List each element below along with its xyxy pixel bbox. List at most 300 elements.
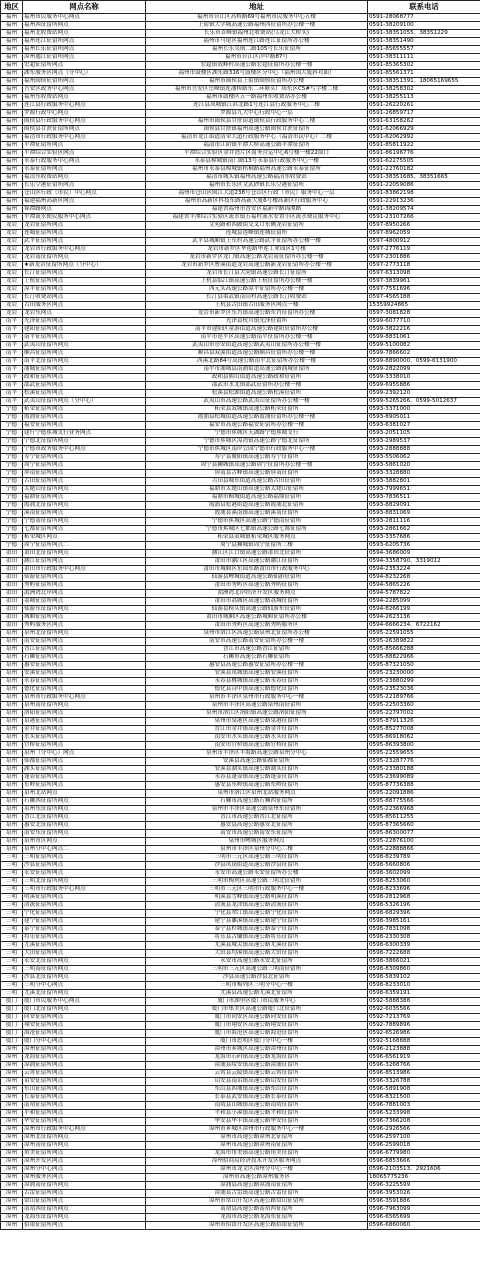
- region-cell: 三明: [1, 966, 23, 974]
- table-row: [1, 1158, 480, 1166]
- phone-cell: 0596-3268766: [368, 1062, 480, 1070]
- region-cell: 三明: [1, 910, 23, 918]
- table-row: [1, 462, 480, 470]
- region-cell: 龙岩: [1, 310, 23, 318]
- table-row: [1, 190, 480, 198]
- region-cell: 龙岩: [1, 294, 23, 302]
- outlet-name-cell: 云霄征留所网点: [23, 1070, 146, 1078]
- table-row: [1, 942, 480, 950]
- region-cell: 福州: [1, 182, 23, 190]
- address-cell: 泉州市丰泽区丰海路高速公路泉州分中心: [146, 750, 368, 758]
- table-row: [1, 1006, 480, 1014]
- address-cell: 三明市梅列区高速公路三明北征留所: [146, 878, 368, 886]
- region-cell: 漳州: [1, 1142, 23, 1150]
- region-cell: 漳州: [1, 1046, 23, 1054]
- address-cell: 诏安县南诏镇高速公路诏安征留所: [146, 1078, 368, 1086]
- address-cell: 龙岩市长汀县大同镇高速公路长汀征留所: [146, 270, 368, 278]
- phone-cell: 0595-85666288: [368, 646, 480, 654]
- table-row: [1, 526, 480, 534]
- outlet-name-cell: 东岭征留所网点: [23, 782, 146, 790]
- table-row: [1, 910, 480, 918]
- phone-cell: 0597-4565188: [368, 294, 480, 302]
- phone-cell: 0598-5839102: [368, 974, 480, 982]
- phone-cell: 0593-6381027: [368, 422, 480, 430]
- table-row: [1, 1110, 480, 1118]
- region-cell: 漳州: [1, 1086, 23, 1094]
- address-cell: 三明市梅列区三明分中心一楼: [146, 982, 368, 990]
- phone-cell: 0599-3822216: [368, 326, 480, 334]
- phone-cell: 0596-2599018: [368, 1142, 480, 1150]
- table-row: [1, 182, 480, 190]
- region-cell: 泉州: [1, 638, 23, 646]
- phone-cell: 0596-6860060: [368, 1222, 480, 1230]
- address-cell: 福州市仓山区闽江大道238号仓山区行政（市民）服务中心一层: [146, 190, 368, 198]
- outlet-name-cell: 秀屿征留所网点: [23, 582, 146, 590]
- table-row: [1, 614, 480, 622]
- phone-cell: 0599-6077710: [368, 318, 480, 326]
- address-cell: 柘荣县双城镇柘荣城区服务网点: [146, 534, 368, 542]
- table-row: [1, 46, 480, 54]
- phone-cell: 0594-2285099: [368, 598, 480, 606]
- outlet-name-cell: ★新龙岩征留所网点（分中心）: [23, 262, 146, 270]
- outlet-name-cell: 龙岩市行政服务中心网点: [23, 246, 146, 254]
- region-cell: 莆田: [1, 566, 23, 574]
- outlet-name-cell: 官桥征留所网点: [23, 742, 146, 750]
- table-row: [1, 1182, 480, 1190]
- address-cell: 南靖县高速公路南靖西征留所: [146, 1206, 368, 1214]
- outlet-name-cell: 漳浦南征留所网点: [23, 1182, 146, 1190]
- outlet-name-cell: 漳州分中心网点: [23, 1166, 146, 1174]
- region-cell: 泉州: [1, 814, 23, 822]
- phone-cell: 0597-8950266: [368, 222, 480, 230]
- table-row: [1, 406, 480, 414]
- phone-cell: 0591-28068777: [368, 14, 480, 22]
- table-row: [1, 958, 480, 966]
- table-row: [1, 1222, 480, 1230]
- phone-cell: 0591-86196776: [368, 150, 480, 158]
- address-cell: 晋江市高速公路晋江北征留所: [146, 814, 368, 822]
- table-row: [1, 990, 480, 998]
- outlet-name-cell: 平潭流水便民服务中心网点: [23, 214, 146, 222]
- region-cell: 南平: [1, 334, 23, 342]
- region-cell: 龙岩: [1, 246, 23, 254]
- outlet-name-cell: 东山征留所网点: [23, 1086, 146, 1094]
- table-row: [1, 86, 480, 94]
- outlet-name-cell: 福清市行政服务中心网点: [23, 134, 146, 142]
- phone-cell: 0593-2811116: [368, 518, 480, 526]
- table-row: [1, 70, 480, 78]
- region-cell: 宁德: [1, 430, 23, 438]
- table-row: [1, 62, 480, 70]
- outlet-name-cell: 武夷山征留所网点（分中心）: [23, 398, 146, 406]
- phone-cell: 0593-5861020: [368, 462, 480, 470]
- phone-cell: 0595-23523036: [368, 686, 480, 694]
- table-row: [1, 126, 480, 134]
- outlet-name-cell: 福州市民服务中心网点: [23, 14, 146, 22]
- table-row: [1, 1046, 480, 1054]
- table-row: [1, 1038, 480, 1046]
- region-cell: 宁德: [1, 414, 23, 422]
- region-cell: 泉州: [1, 694, 23, 702]
- outlet-name-cell: 三明南征留所网点: [23, 966, 146, 974]
- outlet-name-cell: 泉州东征留所网点: [23, 806, 146, 814]
- outlet-name-cell: 古田征留所网点: [23, 478, 146, 486]
- table-row: [1, 54, 480, 62]
- address-cell: 华安县华丰镇高速公路华安征留所: [146, 1118, 368, 1126]
- address-cell: 永泰县樟城镇南门路13号永泰县行政服务中心一楼: [146, 158, 368, 166]
- outlet-name-cell: 福州长乐征留所网点: [23, 46, 146, 54]
- phone-cell: 0596-8513986: [368, 1070, 480, 1078]
- phone-cell: 0595-87365660: [368, 822, 480, 830]
- phone-cell: 0597-3839961: [368, 278, 480, 286]
- region-cell: 福州: [1, 70, 23, 78]
- address-cell: 平和县小溪镇高速公路平和征留所: [146, 1110, 368, 1118]
- outlet-name-cell: 翔安征留所网点: [23, 1022, 146, 1030]
- outlet-name-cell: 龙海征留所网点: [23, 1054, 146, 1062]
- outlet-name-cell: 惠安征留所网点: [23, 662, 146, 670]
- outlet-name-cell: 溪南征留所网点: [23, 510, 146, 518]
- address-cell: 厦门市翔安区高速公路翔安征留所: [146, 1022, 368, 1030]
- table-row: [1, 350, 480, 358]
- table-row: [1, 134, 480, 142]
- outlet-name-cell: 湖东服务区网点（分中心）: [23, 70, 146, 78]
- outlet-name-cell: 周宁征留所网点二: [23, 542, 146, 550]
- address-cell: 南安市水头镇高速公路水头征留所: [146, 734, 368, 742]
- table-row: [1, 918, 480, 926]
- table-row: [1, 1206, 480, 1214]
- phone-cell: 0596-6853666: [368, 1158, 480, 1166]
- outlet-name-cell: 古雷征留所网点: [23, 1190, 146, 1198]
- region-cell: 泉州: [1, 678, 23, 686]
- phone-cell: 0596-3326788: [368, 1078, 480, 1086]
- phone-cell: 0598-7222688: [368, 950, 480, 958]
- region-cell: 泉州: [1, 710, 23, 718]
- outlet-name-cell: 洛阳征留所网点: [23, 710, 146, 718]
- table-row: [1, 310, 480, 318]
- table-row: [1, 518, 480, 526]
- phone-cell: 0592-5888388: [368, 998, 480, 1006]
- address-cell: 泉州市鲤城区服务网点: [146, 838, 368, 846]
- phone-cell: 0598-7831098: [368, 926, 480, 934]
- table-row: [1, 750, 480, 758]
- phone-cell: 0595-86918062: [368, 734, 480, 742]
- address-cell: 泉州市丰泽区泉州市行政服务中心一楼: [146, 694, 368, 702]
- phone-cell: 0598-8239789: [368, 854, 480, 862]
- address-cell: 邵武市水北镇邵武征留所办公楼一楼: [146, 382, 368, 390]
- phone-cell: 0598-2812968: [368, 894, 480, 902]
- region-cell: 宁德: [1, 446, 23, 454]
- outlet-name-cell: 福清东收费站网点: [23, 174, 146, 182]
- outlet-name-cell: 罗源行政中心网点: [23, 110, 146, 118]
- region-cell: 泉州: [1, 702, 23, 710]
- address-cell: 石狮市高速公路石狮西征留所: [146, 798, 368, 806]
- outlet-name-cell: 南平北征留所网点: [23, 358, 146, 366]
- region-cell: 泉州: [1, 766, 23, 774]
- header-phone: 联系电话: [368, 1, 480, 14]
- phone-cell: 0591-22913236: [368, 198, 480, 206]
- phone-cell: 0598-8309860: [368, 966, 480, 974]
- table-row: [1, 790, 480, 798]
- phone-cell: 0597-8962059: [368, 230, 480, 238]
- address-cell: 长泰县武安镇高速公路长泰征留所: [146, 1094, 368, 1102]
- address-cell: 南平市延平区高速公路南平征留所办公楼一楼: [146, 334, 368, 342]
- table-row: [1, 142, 480, 150]
- outlet-name-cell: 屏南征留所网点: [23, 470, 146, 478]
- table-row: [1, 1086, 480, 1094]
- region-cell: 福州: [1, 166, 23, 174]
- outlet-name-cell: 涵江征留所网点: [23, 558, 146, 566]
- outlet-name-cell: 德化征留所网点: [23, 686, 146, 694]
- region-cell: 漳州: [1, 1150, 23, 1158]
- table-row: [1, 1198, 480, 1206]
- table-row: [1, 422, 480, 430]
- outlet-name-cell: 三明市行政服务中心网点: [23, 886, 146, 894]
- region-cell: 龙岩: [1, 278, 23, 286]
- region-cell: 泉州: [1, 838, 23, 846]
- table-row: [1, 1214, 480, 1222]
- address-cell: 沙县凤岗街道高速公路沙县征留所: [146, 862, 368, 870]
- address-cell: 龙海市石码镇高速公路龙海征留所: [146, 1054, 368, 1062]
- phone-cell: 0591-85365302: [368, 62, 480, 70]
- region-cell: 莆田: [1, 622, 23, 630]
- phone-cell: 18065775236: [368, 1174, 480, 1182]
- address-cell: 福州市马尾区福州连江路连江征留所办公楼: [146, 38, 368, 46]
- outlet-name-cell: 泉州（分中心）网点: [23, 750, 146, 758]
- outlet-name-cell: 漳州服务区网点: [23, 1174, 146, 1182]
- region-cell: 宁德: [1, 534, 23, 542]
- table-row: [1, 630, 480, 638]
- outlet-name-cell: 南靖征留所网点: [23, 1102, 146, 1110]
- phone-cell: 0596-3591886: [368, 1198, 480, 1206]
- table-row: [1, 478, 480, 486]
- table-row: [1, 966, 480, 974]
- outlet-name-cell: 南安征留所网点: [23, 638, 146, 646]
- region-cell: 龙岩: [1, 262, 23, 270]
- phone-cell: 0591-26220261: [368, 102, 480, 110]
- phone-cell: 0591-62066929: [368, 126, 480, 134]
- phone-cell: 0595-22876100: [368, 838, 480, 846]
- table-row: [1, 1102, 480, 1110]
- region-cell: 龙岩: [1, 270, 23, 278]
- address-cell: 罗源县九大中心行政中心一层: [146, 110, 368, 118]
- table-row: [1, 38, 480, 46]
- table-row: [1, 150, 480, 158]
- header-outlet-name: 网点名称: [23, 1, 146, 14]
- region-cell: 福州: [1, 86, 23, 94]
- address-cell: 松溪县松源街道高速公路松溪征留所: [146, 390, 368, 398]
- outlet-name-cell: 仙游征留所网点: [23, 574, 146, 582]
- table-row: [1, 398, 480, 406]
- region-cell: 南平: [1, 374, 23, 382]
- address-cell: 屏南县古峰镇高速公路屏南征留所: [146, 470, 368, 478]
- table-row: [1, 446, 480, 454]
- phone-cell: 0595-22189766: [368, 694, 480, 702]
- phone-cell: 0591-63158262: [368, 118, 480, 126]
- phone-cell: 0597-7551696: [368, 286, 480, 294]
- region-cell: 龙岩: [1, 286, 23, 294]
- table-row: [1, 654, 480, 662]
- region-cell: 莆田: [1, 550, 23, 558]
- phone-cell: 0599-8890000、0599-6131900: [368, 358, 480, 366]
- region-cell: 厦门: [1, 998, 23, 1006]
- outlet-name-cell: 泉州南征留所网点: [23, 702, 146, 710]
- phone-cell: 0595-85611255: [368, 814, 480, 822]
- phone-cell: 0599-2822099: [368, 366, 480, 374]
- phone-cell: 0595-86393800: [368, 742, 480, 750]
- outlet-name-cell: 泉州市区网点: [23, 838, 146, 846]
- outlet-name-cell: 将乐征留所网点: [23, 934, 146, 942]
- phone-cell: 0593-2888888: [368, 446, 480, 454]
- table-row: [1, 950, 480, 958]
- table-row: [1, 262, 480, 270]
- outlet-name-cell: 漳州南征留所网点: [23, 1142, 146, 1150]
- region-cell: 泉州: [1, 718, 23, 726]
- table-row: [1, 438, 480, 446]
- table-row: [1, 1142, 480, 1150]
- table-row: [1, 1150, 480, 1158]
- address-cell: 福州市闽侯县甘蔗街道闽侯县行政服务中心二楼: [146, 118, 368, 126]
- address-cell: 寿宁县鳌阳镇高速公路寿宁征留所: [146, 454, 368, 462]
- region-cell: 宁德: [1, 502, 23, 510]
- outlet-name-cell: 永泰行政服务中心网点: [23, 158, 146, 166]
- region-cell: 福州: [1, 94, 23, 102]
- region-cell: 莆田: [1, 614, 23, 622]
- outlet-name-cell: 福州连江征留所网点: [23, 38, 146, 46]
- outlet-name-cell: 仙都征留所网点: [23, 758, 146, 766]
- phone-cell: 0598-5660806: [368, 862, 480, 870]
- outlet-name-cell: 泉州北征留所网点: [23, 630, 146, 638]
- outlet-name-cell: 永安北征留所网点: [23, 958, 146, 966]
- phone-cell: 0594-3686009: [368, 550, 480, 558]
- outlet-name-cell: 浦城征留所网点: [23, 366, 146, 374]
- outlet-name-cell: 泉州市行政服务中心网点: [23, 694, 146, 702]
- outlet-name-cell: 漳州市行政服务中心网点: [23, 1126, 146, 1134]
- address-cell: 泰宁县杉城镇高速公路泰宁征留所: [146, 926, 368, 934]
- outlet-name-cell: 莆田市行政服务中心网点: [23, 566, 146, 574]
- address-cell: 厦门市海沧区高速公路海沧征留所: [146, 1030, 368, 1038]
- address-cell: 宁化县翠江镇高速公路宁化征留所: [146, 910, 368, 918]
- address-cell: 三明市三元区三明市行政服务中心一楼: [146, 886, 368, 894]
- outlet-name-cell: 建阳征留所网点: [23, 326, 146, 334]
- region-cell: 三明: [1, 854, 23, 862]
- outlet-name-cell: 宁德市政务服务中心网点: [23, 446, 146, 454]
- phone-cell: 0595-22091886: [368, 790, 480, 798]
- outlet-name-cell: 长汀征留所网点: [23, 270, 146, 278]
- phone-cell: 0591-85561371: [368, 70, 480, 78]
- address-cell: 福州市高新区科技东路高新大厦6号楼高新区行政服务中心: [146, 198, 368, 206]
- phone-cell: 0595-23230000: [368, 670, 480, 678]
- address-cell: 福州市鼓楼区湖东路316号鼓楼区分中心（福州国大厦斜对面）: [146, 70, 368, 78]
- region-cell: 三明: [1, 894, 23, 902]
- address-cell: 福安市高速公路福安征留所办公楼一楼: [146, 422, 368, 430]
- outlet-name-cell: 三明分中心网点: [23, 982, 146, 990]
- table-row: [1, 582, 480, 590]
- region-cell: 三明: [1, 942, 23, 950]
- table-row: [1, 742, 480, 750]
- outlet-name-cell: 漳州北征留所网点: [23, 1134, 146, 1142]
- table-row: [1, 374, 480, 382]
- table-row: [1, 550, 480, 558]
- phone-cell: 0599-2392120: [368, 390, 480, 398]
- table-row: [1, 510, 480, 518]
- region-cell: 宁德: [1, 542, 23, 550]
- region-cell: 漳州: [1, 1078, 23, 1086]
- outlet-name-cell: 蓬壶征留所网点: [23, 774, 146, 782]
- phone-cell: 0596-8321500: [368, 1094, 480, 1102]
- outlet-name-cell: 沙县北征留所网点: [23, 974, 146, 982]
- table-row: [1, 542, 480, 550]
- table-row: [1, 454, 480, 462]
- phone-cell: 0591-38209574: [368, 206, 480, 214]
- region-cell: 宁德: [1, 478, 23, 486]
- table-row: [1, 158, 480, 166]
- region-cell: 厦门: [1, 1014, 23, 1022]
- address-cell: 平潭综合实验区金井湾片区商务营运中心6号楼一楼22窗口: [146, 150, 368, 158]
- phone-cell: 0593-2051105: [368, 430, 480, 438]
- outlet-name-cell: 漳浦征留所网点: [23, 1062, 146, 1070]
- table-row: [1, 94, 480, 102]
- phone-cell: 0598-8233696: [368, 886, 480, 894]
- region-cell: 泉州: [1, 830, 23, 838]
- region-cell: 南平: [1, 366, 23, 374]
- outlet-name-cell: 福州西征留所网点: [23, 22, 146, 30]
- phone-cell: 0595-23380188: [368, 766, 480, 774]
- region-cell: 泉州: [1, 654, 23, 662]
- region-cell: 三明: [1, 990, 23, 998]
- address-cell: 泉州市洛江区高速公路泉州北征留所办公楼: [146, 630, 368, 638]
- region-cell: 泉州: [1, 822, 23, 830]
- outlet-name-cell: 永春征留所网点: [23, 678, 146, 686]
- table-row: [1, 710, 480, 718]
- region-cell: 三明: [1, 974, 23, 982]
- region-cell: 福州: [1, 150, 23, 158]
- phone-cell: 0594-2353224: [368, 566, 480, 574]
- address-cell: 光泽县杭川镇光泽征留所: [146, 318, 368, 326]
- table-row: [1, 902, 480, 910]
- table-row: [1, 1134, 480, 1142]
- table-row: [1, 198, 480, 206]
- outlet-name-cell: 仓山区行政（市民）中心网点: [23, 190, 146, 198]
- region-cell: 南平: [1, 382, 23, 390]
- table-row: [1, 1118, 480, 1126]
- table-row: [1, 1022, 480, 1030]
- phone-cell: 0598-3866021: [368, 958, 480, 966]
- outlet-name-cell: 平和征留所网点: [23, 1110, 146, 1118]
- address-cell: 漳州市高速公路漳州北征留所: [146, 1134, 368, 1142]
- outlet-name-cell: 连江县行政服务中心网点: [23, 102, 146, 110]
- table-row: [1, 694, 480, 702]
- address-cell: 文苑路和西陂街交叉口东侧龙岩征留所: [146, 222, 368, 230]
- outlet-name-cell: 湄洲湾北岸网点: [23, 590, 146, 598]
- phone-cell: 0596-2926566: [368, 1126, 480, 1134]
- address-cell: 漳州招商局经济技术开发区服务网点: [146, 1158, 368, 1166]
- phone-cell: 0598-8233010: [368, 982, 480, 990]
- outlet-name-cell: 福州东收费站网点: [23, 94, 146, 102]
- outlet-name-cell: 石狮征留所网点: [23, 654, 146, 662]
- address-cell: 明溪县雪峰镇高速公路明溪征留所: [146, 894, 368, 902]
- outlet-name-cell: 泉州北站网点: [23, 790, 146, 798]
- address-cell: 清流县龙津镇高速公路清流征留所: [146, 902, 368, 910]
- phone-cell: 0591-62275505: [368, 158, 480, 166]
- region-cell: 三明: [1, 950, 23, 958]
- address-cell: 漳州市常山开发区高速公路常山征留所: [146, 1198, 368, 1206]
- address-cell: 安溪县湖头镇高速公路湖头征留所: [146, 766, 368, 774]
- address-cell: 福鼎市桐城街道高速公路福鼎征留所: [146, 494, 368, 502]
- outlet-name-cell: 福建福州高新区网点: [23, 198, 146, 206]
- outlet-name-cell: 邵武征留所网点: [23, 382, 146, 390]
- outlet-name-cell: 宏超征留所网点: [23, 62, 146, 70]
- phone-cell: 0593-3882801: [368, 478, 480, 486]
